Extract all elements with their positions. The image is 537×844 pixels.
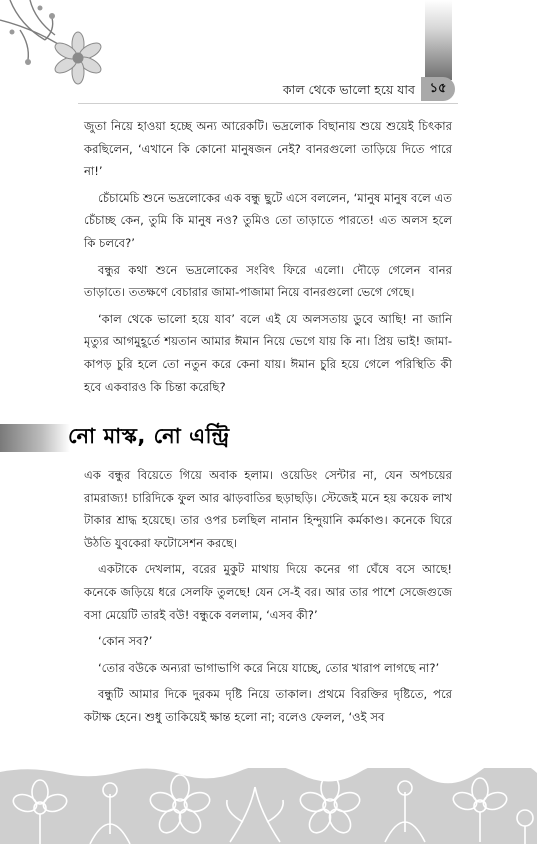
paragraph: বন্ধুর কথা শুনে ভদ্রলোকের সংবিৎ ফিরে এলো। দৌড়ে গেলেন বানর তাড়াতে। ততক্ষণে বেচারার জামা-পাজামা নিয়ে বানরগুলো ভেগে গেছে। — [84, 262, 452, 300]
page-number: ১৫ — [421, 77, 455, 101]
section2-body — [84, 464, 452, 733]
paragraph: একটাকে দেখলাম, বরের মুকুট মাথায় দিয়ে কনের গা ঘেঁষে বসে আছে! কনেকে জড়িয়ে ধরে সেলফি তুলছে! যেন সে-ই বর। আর তার পাশে সেজেগুজে বসা মেয়েটি তারই বউ! বন্ধুকে বললাম, ‘এসব কী?’ — [84, 562, 452, 622]
floral-footer-icon — [0, 768, 537, 844]
paragraph: ‘কোন সব?’ — [98, 634, 153, 649]
section1-body — [84, 115, 452, 402]
running-title: কাল থেকে ভালো হয়ে যাব — [282, 82, 415, 97]
floral-ornament-icon — [0, 0, 120, 100]
paragraph: ‘কাল থেকে ভালো হয়ে যাব’ বলে এই যে অলসতায় ডুবে আছি! না জানি মৃত্যুর আগমুহূর্তে শয়তান আমার ঈমান নিয়ে ভেগে যায় কি না। প্রিয় ভাই! জামা-কাপড় চুরি হলে তো নতুন করে কেনা যায়। ঈমান চুরি হয়ে গেলে পরিস্থিতি কী হবে একবারও কি চিন্তা করেছি? — [84, 311, 452, 394]
paragraph: ‘তোর বউকে অন্যরা ভাগাভাগি করে নিয়ে যাচ্ছে, তোর খারাপ লাগছে না?’ — [98, 660, 440, 675]
header-divider — [78, 103, 458, 104]
paragraph: জুতা নিয়ে হাওয়া হচ্ছে অন্য আরেকটি। ভদ্রলোক বিছানায় শুয়ে শুয়েই চিৎকার করছিলেন, ‘এখানে কি কোনো মানুষজন নেই? বানরগুলো তাড়িয়ে দিতে পারে না!’ — [84, 119, 452, 179]
section-title: নো মাস্ক, নো এন্ট্রি — [68, 424, 230, 448]
section-heading-bar — [0, 424, 70, 452]
paragraph: চেঁচামেচি শুনে ভদ্রলোকের এক বন্ধু ছুটে এসে বললেন, ‘মানুষ মানুষ বলে এত চেঁচাচ্ছ কেন, তুমি কি মানুষ নও? তুমিও তো তাড়াতে পারতে! এত অলস হলে কি চলবে?’ — [84, 190, 452, 250]
paragraph: এক বন্ধুর বিয়েতে গিয়ে অবাক হলাম। ওয়েডিং সেন্টার না, যেন অপচয়ের রামরাজ্য! চারিদিকে ফুল আর ঝাড়বাতির ছড়াছড়ি। স্টেজেই মনে হয় কয়েক লাখ টাকার শ্রাদ্ধ হয়েছে। তার ওপর চলছিল নানান হিন্দুয়ানি কর্মকাণ্ড। কনেকে ঘিরে উঠতি যুবকেরা ফটোসেশন করছে। — [84, 468, 452, 550]
paragraph: বন্ধুটি আমার দিকে দুরকম দৃষ্টি নিয়ে তাকাল। প্রথমে বিরক্তির দৃষ্টিতে, পরে কটাক্ষ হেনে। শুধু তাকিয়েই ক্ষান্ত হলো না; বলেও ফেলল, ‘ওই সব — [84, 687, 452, 724]
header-tab-bar — [425, 0, 452, 80]
